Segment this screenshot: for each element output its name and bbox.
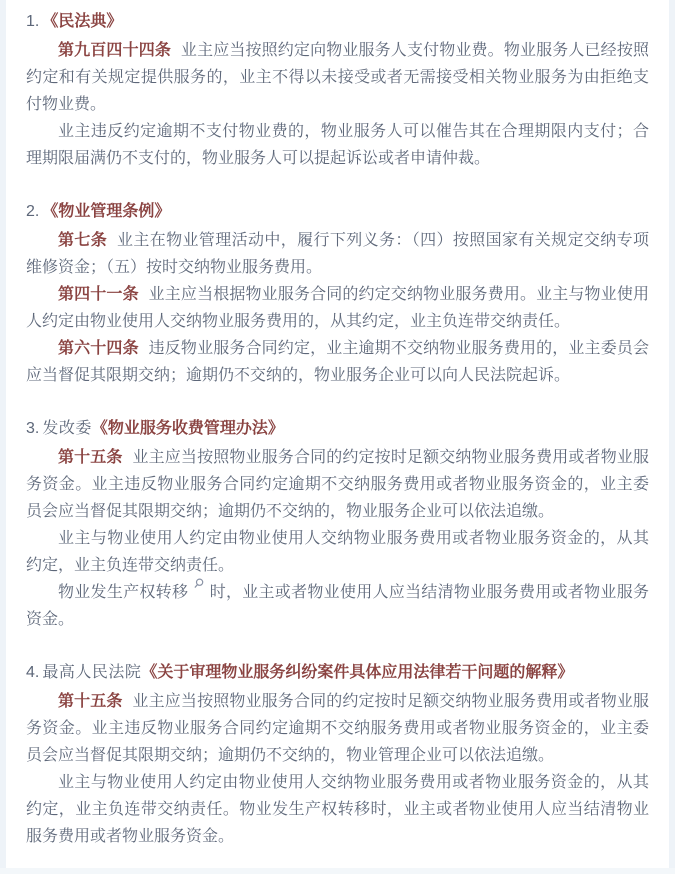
law-paragraph: 业主违反约定逾期不支付物业费的，物业服务人可以催告其在合理期限内支付；合理期限届满仍不支付的，物业服务人可以提起诉讼或者申请仲裁。 bbox=[26, 123, 649, 167]
section-heading bbox=[26, 8, 649, 35]
section-source: 发改委 bbox=[42, 420, 92, 437]
section-paragraphs bbox=[26, 37, 649, 172]
law-section bbox=[26, 659, 649, 850]
law-paragraph: 第四十一条 业主应当根据物业服务合同的约定交纳物业服务费用。业主与物业使用人约定由物业使用人交纳物业服务费用的，从其约定，业主负连带交纳责任。 bbox=[26, 286, 649, 330]
section-number: 2. bbox=[26, 203, 40, 220]
law-section bbox=[26, 198, 649, 389]
law-paragraph: 业主与物业使用人约定由物业使用人交纳物业服务费用或者物业服务资金的，从其约定，业主负连带交纳责任。 bbox=[26, 530, 649, 574]
law-paragraph: 第六十四条 违反物业服务合同约定，业主逾期不交纳物业服务费用的，业主委员会应当督促其限期交纳；逾期仍不交纳的，物业服务企业可以向人民法院起诉。 bbox=[26, 340, 649, 384]
section-number: 1. bbox=[26, 13, 40, 30]
article-number: 第四十一条 bbox=[58, 286, 139, 303]
law-paragraph: 物业发生产权转移 时，业主或者物业使用人应当结清物业服务费用或者物业服务资金。 bbox=[26, 579, 649, 633]
article-number: 第十五条 bbox=[58, 449, 123, 466]
article-number: 第七条 bbox=[58, 232, 108, 249]
law-section bbox=[26, 415, 649, 633]
law-paragraph: 第七条 业主在物业管理活动中，履行下列义务：（四）按照国家有关规定交纳专项维修资金；（五）按时交纳物业服务费用。 bbox=[26, 232, 649, 276]
article-number: 第十五条 bbox=[58, 693, 123, 710]
search-icon[interactable] bbox=[194, 578, 204, 589]
law-paragraph: 第十五条 业主应当按照物业服务合同的约定按时足额交纳物业服务费用或者物业服务资金。业主违反物业服务合同约定逾期不交纳服务费用或者物业服务资金的，业主委员会应当督促其限期交纳；逾期仍不交纳的，物业服务企业可以依法追缴。 bbox=[26, 449, 649, 520]
section-source: 最高人民法院 bbox=[42, 664, 142, 681]
section-paragraphs bbox=[26, 227, 649, 389]
section-heading bbox=[26, 415, 649, 442]
page-right-edge bbox=[669, 0, 675, 874]
law-paragraph: 第九百四十四条 业主应当按照约定向物业服务人支付物业费。物业服务人已经按照约定和有关规定提供服务的，业主不得以未接受或者无需接受相关物业服务为由拒绝支付物业费。 bbox=[26, 42, 649, 113]
law-paragraph: 第十五条 业主应当按照物业服务合同的约定按时足额交纳物业服务费用或者物业服务资金。业主违反物业服务合同约定逾期不交纳服务费用或者物业服务资金的，业主委员会应当督促其限期交纳；逾期仍不交纳的，物业管理企业可以依法追缴。 bbox=[26, 693, 649, 764]
section-paragraphs bbox=[26, 688, 649, 850]
section-title: 《物业服务收费管理办法》 bbox=[91, 420, 284, 437]
section-title: 《物业管理条例》 bbox=[42, 203, 171, 220]
article-number: 第六十四条 bbox=[58, 340, 139, 357]
legal-text-content bbox=[6, 0, 669, 868]
section-paragraphs bbox=[26, 444, 649, 633]
law-paragraph: 业主与物业使用人约定由物业使用人交纳物业服务费用或者物业服务资金的，从其约定，业主负连带交纳责任。物业发生产权转移时，业主或者物业使用人应当结清物业服务费用或者物业服务资金。 bbox=[26, 774, 649, 845]
page-bottom-edge bbox=[0, 868, 675, 874]
section-heading bbox=[26, 198, 649, 225]
section-heading bbox=[26, 659, 649, 686]
section-number: 4. bbox=[26, 664, 40, 681]
article-number: 第九百四十四条 bbox=[58, 42, 172, 59]
section-title: 《民法典》 bbox=[42, 13, 123, 30]
section-number: 3. bbox=[26, 420, 40, 437]
law-section bbox=[26, 8, 649, 172]
section-title: 《关于审理物业服务纠纷案件具体应用法律若干问题的解释》 bbox=[141, 664, 574, 681]
